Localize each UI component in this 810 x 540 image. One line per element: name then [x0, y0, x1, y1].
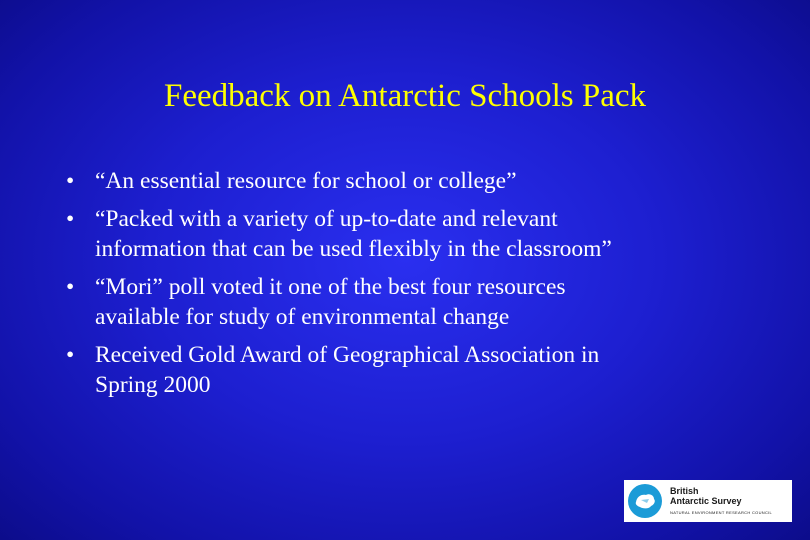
- bullet-text-line: Spring 2000: [95, 372, 211, 398]
- bullet-item: [66, 272, 786, 332]
- slide-title: Feedback on Antarctic Schools Pack: [163, 78, 647, 114]
- bullet-text-line: information that can be used flexibly in the classroom”: [95, 236, 612, 262]
- bullet-item: [66, 204, 786, 264]
- logo-subtitle: NATURAL ENVIRONMENT RESEARCH COUNCIL: [670, 510, 773, 515]
- bullet-icon: •: [66, 206, 75, 232]
- logo-name-line1: British: [670, 486, 699, 496]
- bullet-list: [66, 166, 786, 408]
- bullet-text-line: “Mori” poll voted it one of the best four resources: [95, 274, 566, 300]
- bullet-text-line: available for study of environmental change: [95, 304, 510, 330]
- bas-logo: [624, 480, 792, 522]
- bullet-icon: •: [66, 168, 75, 194]
- bas-emblem-icon: [627, 483, 663, 519]
- bullet-text: “An essential resource for school or college”: [95, 168, 517, 194]
- bullet-icon: •: [66, 274, 75, 300]
- logo-name-line2: Antarctic Survey: [670, 496, 742, 506]
- bullet-item: [66, 340, 786, 400]
- bullet-text-line: Received Gold Award of Geographical Association in: [95, 342, 600, 368]
- bullet-item: [66, 166, 786, 196]
- bullet-icon: •: [66, 342, 75, 368]
- bullet-text-line: “Packed with a variety of up-to-date and relevant: [95, 206, 558, 232]
